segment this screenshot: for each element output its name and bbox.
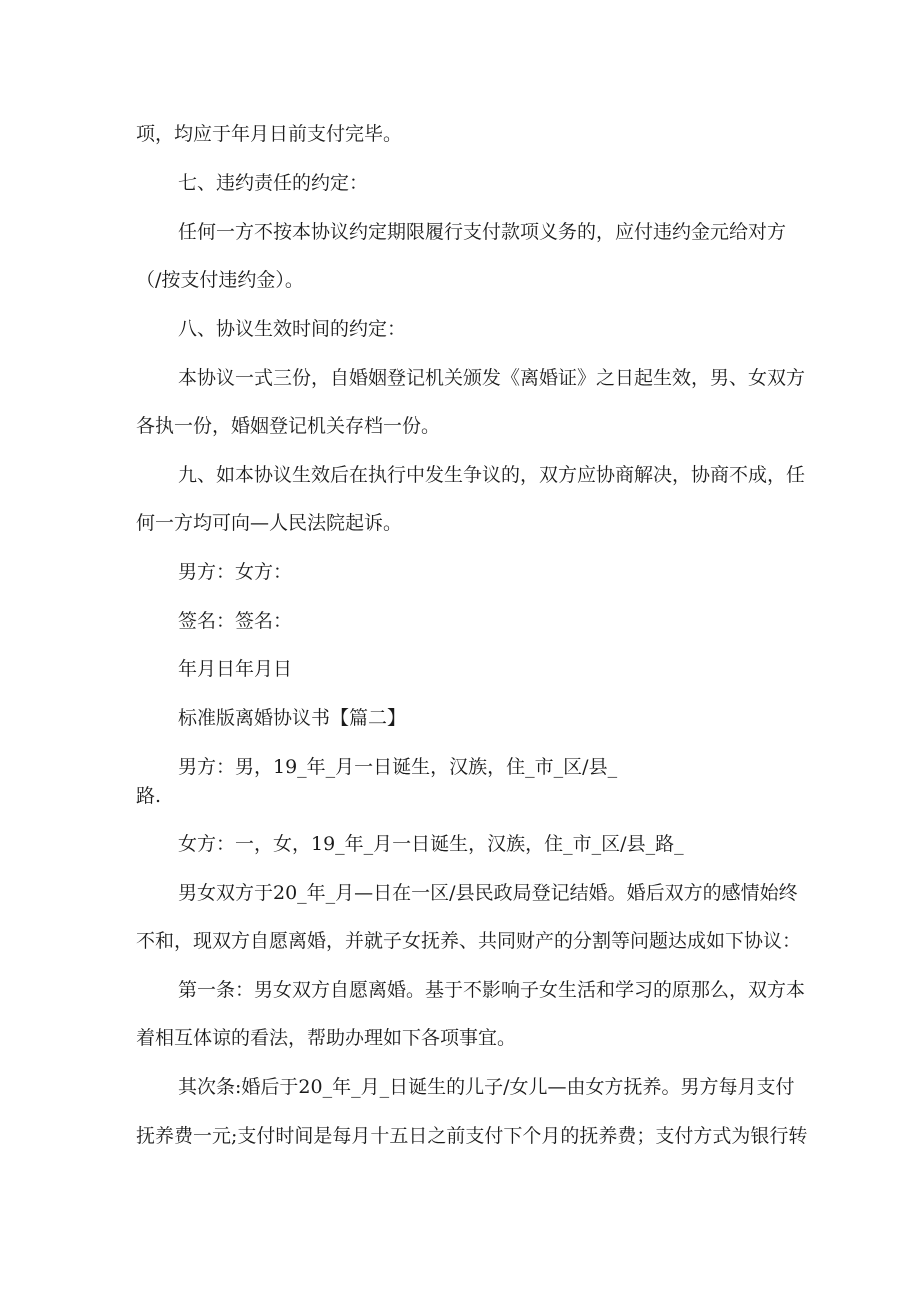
paragraph-line: 第一条：男女双方自愿离婚。基于不影响子女生活和学习的原那么，双方本 [178, 979, 806, 1001]
paragraph-line: 各执一份，婚姻登记机关存档一份。 [136, 415, 441, 437]
paragraph-line: 本协议一式三份，自婚姻登记机关颁发《离婚证》之日起生效，男、女双方 [178, 367, 806, 389]
paragraph-line: 着相互体谅的看法，帮助办理如下各项事宜。 [136, 1027, 517, 1049]
section-heading: 七、违约责任的约定： [178, 172, 369, 194]
paragraph-line: （/按支付违约金）。 [136, 269, 304, 291]
paragraph-line: 路. [136, 785, 162, 807]
paragraph-line: 抚养费一元;支付时间是每月十五日之前支付下个月的抚养费；支付方式为银行转 [136, 1125, 808, 1147]
paragraph-line: 其次条:婚后于20_年_月_日诞生的儿子/女儿—由女方抚养。男方每月支付 [178, 1076, 795, 1098]
paragraph-line: 任何一方不按本协议约定期限履行支付款项义务的，应付违约金元给对方 [178, 221, 787, 243]
paragraph-line: 男女双方于20_年_月—日在一区/县民政局登记结婚。婚后双方的感情始终 [178, 882, 798, 904]
paragraph-line: 女方：一，女，19_年_月一日诞生，汉族，住_市_区/县_路_ [178, 833, 684, 855]
signature-line: 签名：签名： [178, 610, 293, 632]
paragraph-line: 何一方均可向—人民法院起诉。 [136, 512, 403, 534]
paragraph-line: 九、如本协议生效后在执行中发生争议的，双方应协商解决，协商不成，任 [178, 464, 806, 486]
section-heading: 八、协议生效时间的约定： [178, 318, 407, 340]
paragraph-line: 男方：男，19_年_月一日诞生，汉族，住_市_区/县_ [178, 756, 618, 778]
paragraph-line: 项，均应于年月日前支付完毕。 [136, 123, 403, 145]
date-line: 年月日年月日 [178, 658, 293, 680]
paragraph-line: 不和，现双方自愿离婚，并就子女抚养、共同财产的分割等问题达成如下协议： [136, 930, 802, 952]
section-title: 标准版离婚协议书【篇二】 [178, 707, 407, 729]
signature-parties: 男方：女方： [178, 561, 293, 583]
